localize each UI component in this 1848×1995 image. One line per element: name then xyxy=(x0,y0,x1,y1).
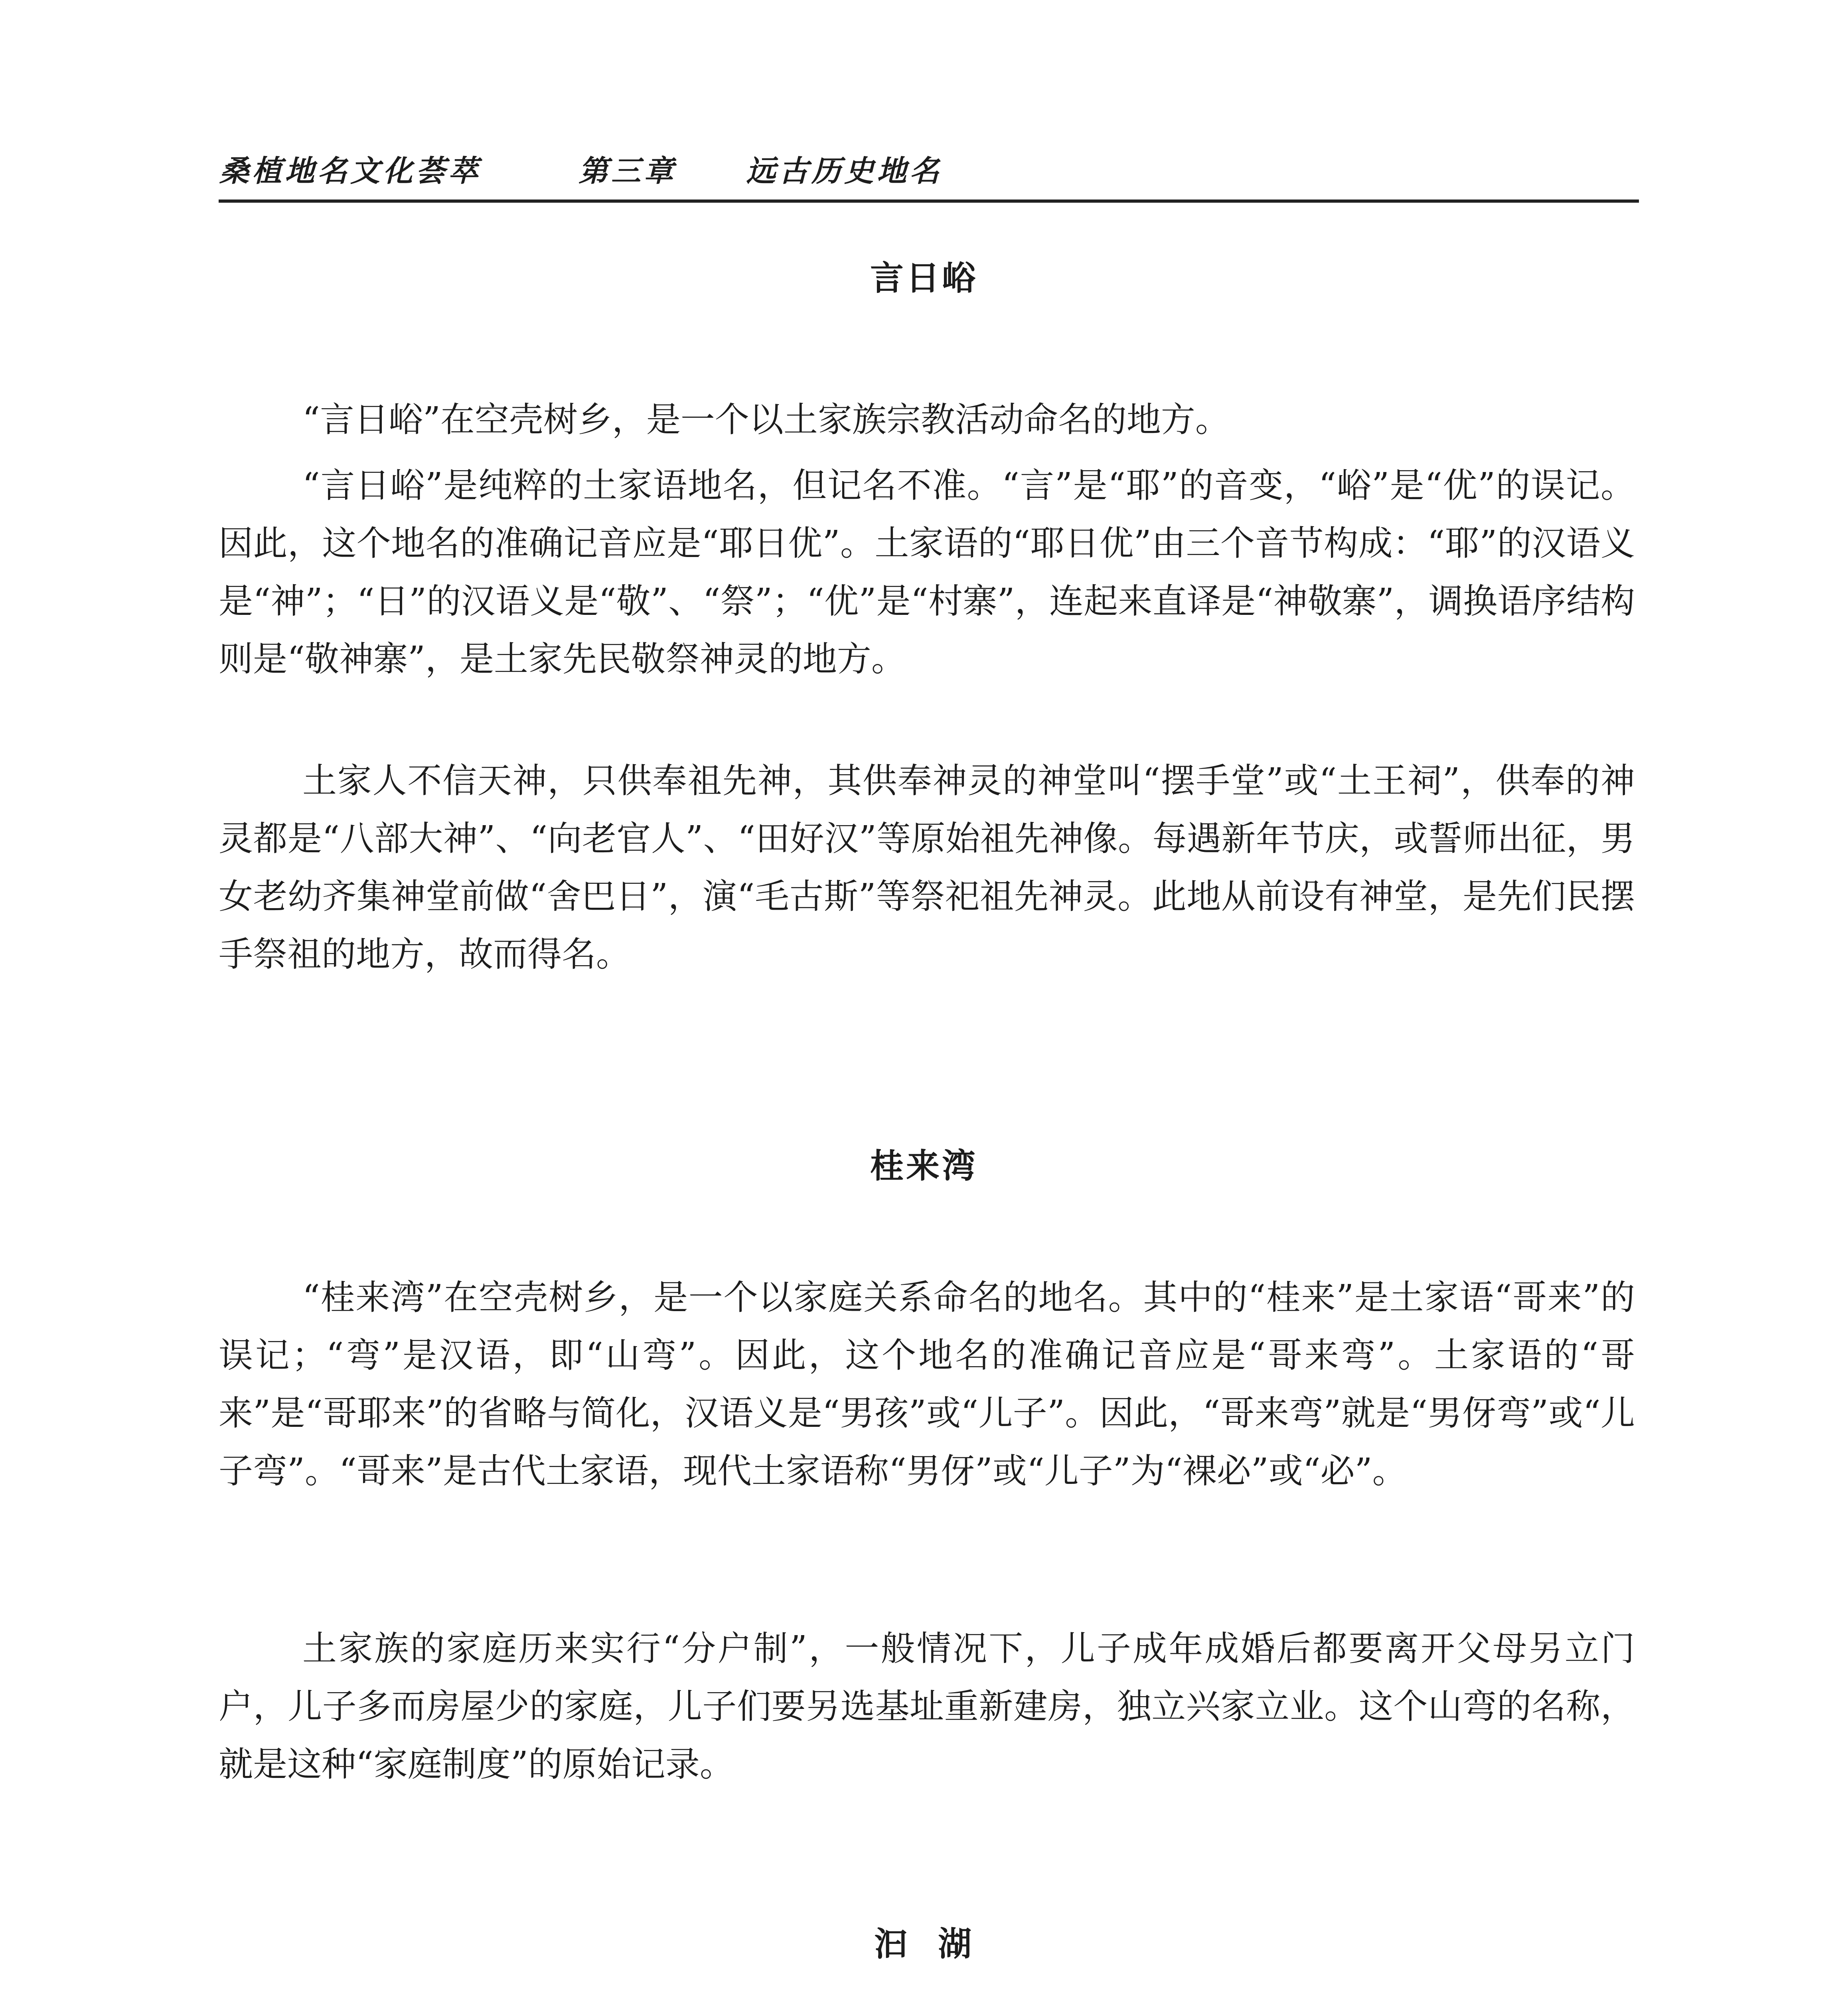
paragraph: 土家族的家庭历来实行“分户制”，一般情况下，儿子成年成婚后都要离开父母另立门户，儿子多而房屋少的家庭，儿子们要另选基址重新建房，独立兴家立业。这个山弯的名称，就是这种“家庭制度”的原始记录。 xyxy=(219,1629,1635,1784)
paragraph: “言日峪”在空壳树乡，是一个以土家族宗教活动命名的地方。 xyxy=(302,400,1230,440)
header-rule xyxy=(219,200,1639,203)
paragraph: “言日峪”是纯粹的土家语地名，但记名不准。“言”是“耶”的音变，“峪”是“优”的误记。因此，这个地名的准确记音应是“耶日优”。土家语的“耶日优”由三个音节构成：“耶”的汉语义是“神”；“日”的汉语义是“敬”、“祭”；“优”是“村寨”，连起来直译是“神敬寨”，调换语序结构则是“敬神寨”，是土家先民敬祭神灵的地方。 xyxy=(219,466,1635,679)
paragraph: “桂来湾”在空壳树乡，是一个以家庭关系命名的地名。其中的“桂来”是土家语“哥来”的误记；“弯”是汉语，即“山弯”。因此，这个地名的准确记音应是“哥来弯”。土家语的“哥来”是“哥耶来”的省略与简化，汉语义是“男孩”或“儿子”。因此，“哥来弯”就是“男伢弯”或“儿子弯”。“哥来”是古代土家语，现代土家语称“男伢”或“儿子”为“裸必”或“必”。 xyxy=(219,1278,1635,1491)
paragraph: 土家人不信天神，只供奉祖先神，其供奉神灵的神堂叫“摆手堂”或“土王祠”，供奉的神灵都是“八部大神”、“向老官人”、“田好汉”等原始祖先神像。每遇新年节庆，或誓师出征，男女老幼齐集神堂前做“舍巴日”，演“毛古斯”等祭祀祖先神灵。此地从前设有神堂，是先们民摆手祭祖的地方，故而得名。 xyxy=(219,761,1635,974)
header-chapter: 第三章 xyxy=(578,154,677,188)
section-title-guilaiwan: 桂来湾 xyxy=(870,1146,978,1185)
header-book-title: 桑植地名文化荟萃 xyxy=(219,154,481,188)
section-title-yanriyu: 言日峪 xyxy=(870,259,978,298)
section-title-guhu: 汩 湖 xyxy=(874,1924,974,1963)
header-section: 远古历史地名 xyxy=(746,154,942,188)
